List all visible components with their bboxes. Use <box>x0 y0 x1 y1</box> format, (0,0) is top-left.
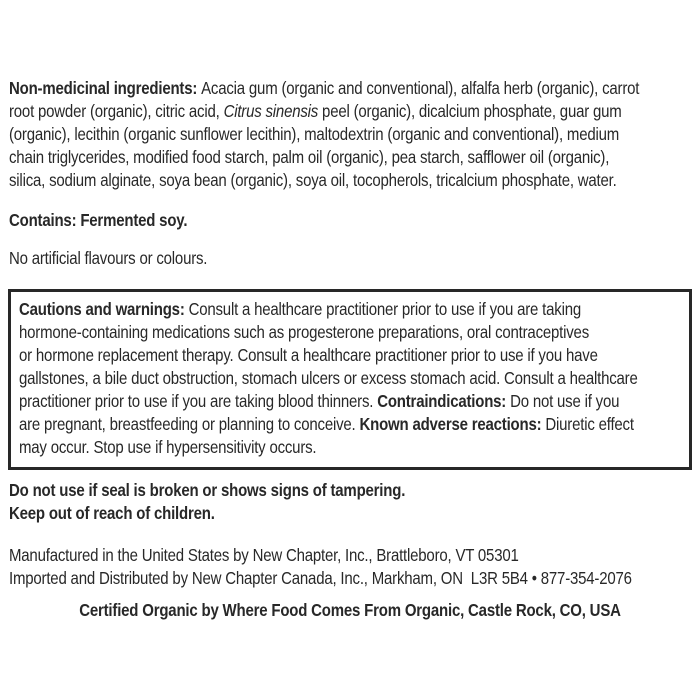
importer-info <box>9 567 691 590</box>
children-warning-text: Keep out of reach of children. <box>9 503 215 524</box>
ingredients-heading: Non-medicinal ingredients: <box>9 78 202 99</box>
cautions-text: are pregnant, breastfeeding or planning to conceive. <box>19 414 360 435</box>
contains-text: Contains: Fermented soy. <box>9 210 188 231</box>
manufacturer-info <box>9 544 691 567</box>
ingredients-text: chain triglycerides, modified food starch, palm oil (organic), pea starch, safflower oil (organic), <box>9 147 610 168</box>
certified-organic-text: Certified Organic by Where Food Comes From Organic, Castle Rock, CO, USA <box>79 600 621 621</box>
ingredients-text: silica, sodium alginate, soya bean (organic), soya oil, tocopherols, tricalcium phosphate, water. <box>9 170 617 191</box>
cautions-line <box>19 434 681 461</box>
contraindications-heading: Contraindications: <box>377 391 511 412</box>
cautions-text: may occur. Stop use if hypersensitivity occurs. <box>19 437 317 458</box>
cautions-text: hormone-containing medications such as progesterone preparations, oral contraceptives <box>19 322 589 343</box>
ingredients-paragraph <box>9 77 691 192</box>
contains-statement <box>9 209 691 232</box>
imported-text: Imported and Distributed by New Chapter Canada, Inc., Markham, ON L3R 5B4 • 877-354-2076 <box>9 568 632 589</box>
children-warning <box>9 502 691 525</box>
cautions-text: Diuretic effect <box>545 414 634 435</box>
cautions-heading: Cautions and warnings: <box>19 299 189 320</box>
manufactured-text: Manufactured in the United States by New Chapter, Inc., Brattleboro, VT 05301 <box>9 545 519 566</box>
adverse-reactions-heading: Known adverse reactions: <box>359 414 546 435</box>
ingredients-text: root powder (organic), citric acid, <box>9 101 224 122</box>
ingredients-text: peel (organic), dicalcium phosphate, guar gum <box>318 101 622 122</box>
no-artificial-text: No artificial flavours or colours. <box>9 248 208 269</box>
cautions-text: practitioner prior to use if you are taking blood thinners. <box>19 391 378 412</box>
cautions-text: Consult a healthcare practitioner prior to use if you are taking <box>188 299 581 320</box>
tamper-warning <box>9 479 691 502</box>
cautions-text: Do not use if you <box>510 391 620 412</box>
cautions-text: gallstones, a bile duct obstruction, stomach ulcers or excess stomach acid. Consult a healthcare <box>19 368 638 389</box>
ingredients-text: (organic), lecithin (organic sunflower lecithin), maltodextrin (organic and conventional), medium <box>9 124 620 145</box>
no-artificial-statement <box>9 247 691 270</box>
botanical-name-italic: Citrus sinensis <box>223 101 319 122</box>
cautions-text: or hormone replacement therapy. Consult a healthcare practitioner prior to use if you have <box>19 345 598 366</box>
tamper-warning-text: Do not use if seal is broken or shows signs of tampering. <box>9 480 406 501</box>
organic-certification <box>9 599 691 622</box>
ingredients-line <box>9 167 691 194</box>
ingredients-text: Acacia gum (organic and conventional), alfalfa herb (organic), carrot <box>201 78 640 99</box>
cautions-warnings-box <box>8 289 692 470</box>
